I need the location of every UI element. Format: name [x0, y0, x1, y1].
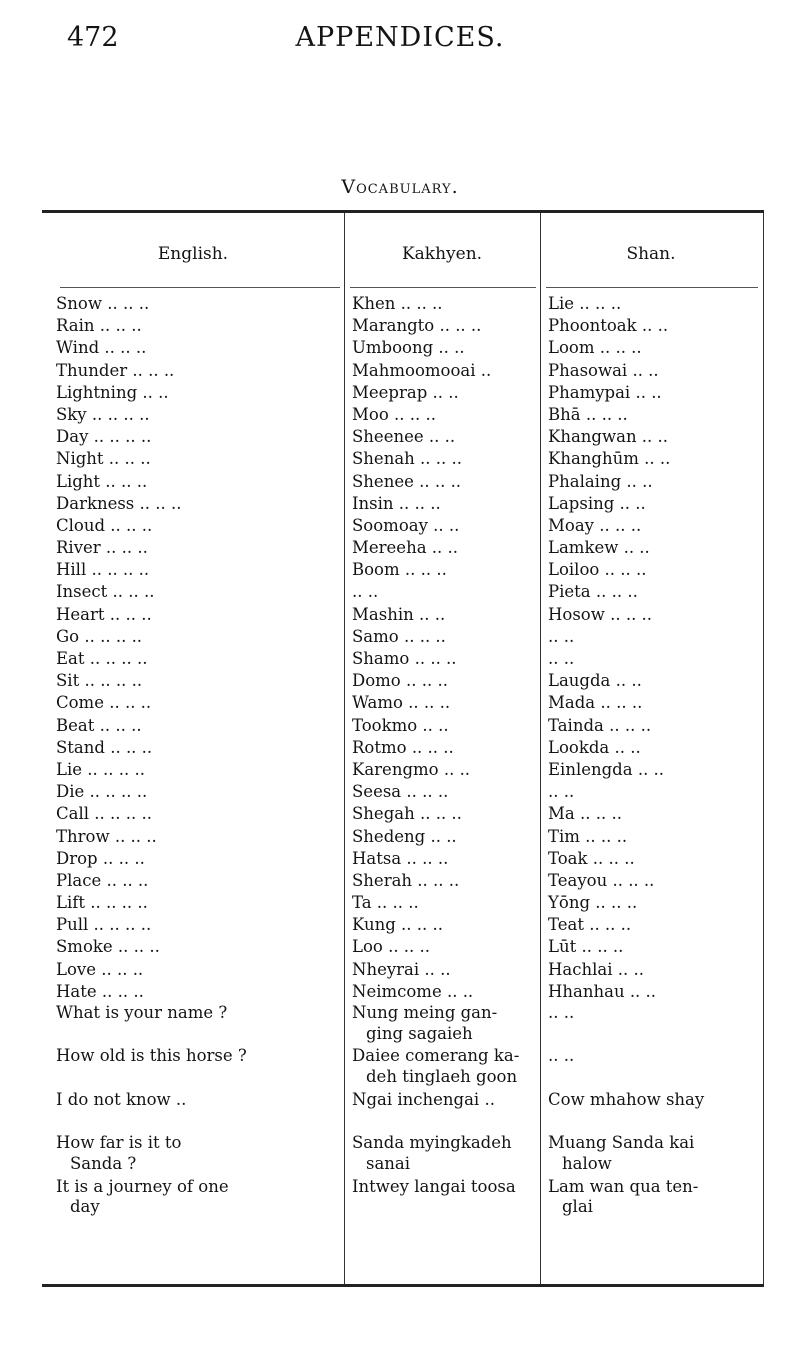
kakhyen-term: Hatsa .. .. ..	[352, 848, 449, 868]
shan-term: Lapsing .. ..	[548, 493, 646, 513]
table-row	[0, 404, 800, 426]
kakhyen-term: Loo .. .. ..	[352, 937, 431, 957]
header-rule	[60, 287, 340, 288]
table-row	[0, 537, 800, 559]
vocabulary-table-body	[0, 293, 800, 1220]
english-term: Thunder .. .. ..	[56, 360, 175, 380]
shan-term: Toak .. .. ..	[548, 848, 635, 868]
kakhyen-term: Marangto .. .. ..	[352, 316, 482, 336]
kakhyen-phrase-line: Intwey langai toosa	[352, 1176, 516, 1196]
kakhyen-phrase	[352, 1177, 534, 1198]
table-row	[0, 426, 800, 448]
english-term: Day .. .. .. ..	[56, 427, 152, 447]
kakhyen-term: Moo .. .. ..	[352, 404, 436, 424]
kakhyen-phrase-line: Daiee comerang ka-	[352, 1046, 520, 1066]
shan-term: Moay .. .. ..	[548, 515, 642, 535]
table-row	[0, 515, 800, 537]
english-term: Place .. .. ..	[56, 870, 149, 890]
shan-term: Phasowai .. ..	[548, 360, 659, 380]
table-row	[0, 914, 800, 936]
kakhyen-phrase-line: Ngai inchengai ..	[352, 1089, 495, 1109]
english-phrase	[56, 1090, 336, 1111]
english-term: Lift .. .. .. ..	[56, 893, 148, 913]
english-term: Drop .. .. ..	[56, 848, 145, 868]
shan-term: Khanghūm .. ..	[548, 449, 671, 469]
shan-term: Lūt .. .. ..	[548, 937, 624, 957]
shan-term: Phamypai .. ..	[548, 382, 662, 402]
shan-phrase	[548, 1046, 754, 1067]
kakhyen-term: Mereeha .. ..	[352, 538, 459, 558]
shan-term: Yōng .. .. ..	[548, 893, 638, 913]
table-row	[0, 692, 800, 714]
shan-term: Phalaing .. ..	[548, 471, 653, 491]
kakhyen-term: Shegah .. .. ..	[352, 804, 462, 824]
table-row	[0, 493, 800, 515]
shan-term: Phoontoak .. ..	[548, 316, 669, 336]
kakhyen-term: Samo .. .. ..	[352, 626, 446, 646]
english-term: Darkness .. .. ..	[56, 493, 182, 513]
english-term: Eat .. .. .. ..	[56, 649, 148, 668]
page-title: Vocabulary.	[341, 176, 459, 198]
kakhyen-term: Tookmo .. ..	[352, 715, 449, 735]
table-row	[0, 826, 800, 848]
english-term: Rain .. .. ..	[56, 316, 142, 336]
english-term: Stand .. .. ..	[56, 737, 153, 757]
phrase-row	[0, 1003, 800, 1046]
english-term: Hate .. .. ..	[56, 981, 144, 1001]
kakhyen-term: Soomoay .. ..	[352, 515, 460, 535]
shan-term: Tainda .. .. ..	[548, 715, 652, 735]
shan-term: .. ..	[548, 626, 575, 646]
kakhyen-phrase	[352, 1003, 534, 1044]
shan-term: Hachlai .. ..	[548, 959, 644, 979]
english-term: Wind .. .. ..	[56, 338, 147, 358]
header-rule	[546, 287, 758, 288]
kakhyen-term: Umboong .. ..	[352, 338, 465, 358]
shan-term: Loom .. .. ..	[548, 338, 642, 358]
table-row	[0, 648, 800, 670]
shan-term: Teayou .. .. ..	[548, 870, 655, 890]
header-kakhyen: Kakhyen.	[401, 244, 483, 264]
table-row	[0, 848, 800, 870]
table-row	[0, 360, 800, 382]
kakhyen-term: Rotmo .. .. ..	[352, 737, 454, 757]
english-term: Lie .. .. .. ..	[56, 759, 145, 779]
english-phrase	[56, 1046, 336, 1067]
kakhyen-phrase	[352, 1046, 534, 1087]
english-term: Die .. .. .. ..	[56, 782, 148, 802]
english-term: Night .. .. ..	[56, 449, 151, 469]
shan-phrase-line: Cow mhahow shay	[548, 1089, 705, 1109]
kakhyen-term: Neimcome .. ..	[352, 981, 474, 1001]
shan-term: Lie .. .. ..	[548, 294, 622, 313]
english-phrase-line: I do not know ..	[56, 1089, 187, 1109]
table-row	[0, 670, 800, 692]
english-term: Throw .. .. ..	[56, 826, 157, 846]
shan-term: Pieta .. .. ..	[548, 582, 638, 602]
english-term: Light .. .. ..	[56, 471, 148, 491]
table-row	[0, 337, 800, 359]
english-term: Cloud .. .. ..	[56, 515, 153, 535]
phrase-row	[0, 1046, 800, 1089]
kakhyen-term: Karengmo .. ..	[352, 759, 471, 779]
kakhyen-term: .. ..	[352, 582, 379, 602]
page-number: 472	[67, 22, 119, 53]
kakhyen-phrase	[352, 1090, 534, 1111]
table-row	[0, 737, 800, 759]
phrase-row	[0, 1133, 800, 1176]
kakhyen-term: Seesa .. .. ..	[352, 782, 449, 802]
shan-term: Einlengda .. ..	[548, 759, 665, 779]
kakhyen-phrase-line: Sanda myingkadeh	[352, 1133, 512, 1153]
english-term: Smoke .. .. ..	[56, 937, 160, 957]
english-phrase-line: How old is this horse ?	[56, 1046, 247, 1066]
english-term: River .. .. ..	[56, 538, 148, 558]
running-head: APPENDICES.	[295, 22, 505, 53]
kakhyen-term: Ta .. .. ..	[352, 893, 419, 913]
english-term: Love .. .. ..	[56, 959, 144, 979]
table-row	[0, 781, 800, 803]
shan-term: Ma .. .. ..	[548, 804, 622, 824]
kakhyen-term: Shenee .. .. ..	[352, 471, 462, 491]
shan-term: Laugda .. ..	[548, 671, 642, 691]
kakhyen-term: Sheenee .. ..	[352, 427, 456, 447]
header-shan: Shan.	[626, 244, 676, 264]
english-term: Go .. .. .. ..	[56, 626, 143, 646]
shan-phrase	[548, 1177, 754, 1218]
english-phrase-line: How far is it to	[56, 1133, 182, 1153]
english-phrase-line: What is your name ?	[56, 1003, 228, 1022]
kakhyen-term: Khen .. .. ..	[352, 294, 443, 313]
shan-term: Hosow .. .. ..	[548, 604, 653, 624]
kakhyen-term: Mahmoomooai ..	[352, 360, 492, 380]
shan-phrase-line: Muang Sanda kai	[548, 1133, 695, 1153]
shan-term: Khangwan .. ..	[548, 427, 669, 447]
shan-phrase-line: glai	[562, 1197, 593, 1217]
english-term: Lightning .. ..	[56, 382, 169, 402]
english-term: Hill .. .. .. ..	[56, 560, 150, 580]
table-row	[0, 471, 800, 493]
english-term: Beat .. .. ..	[56, 715, 142, 735]
table-row	[0, 604, 800, 626]
english-term: Call .. .. .. ..	[56, 804, 152, 824]
kakhyen-term: Nheyrai .. ..	[352, 959, 451, 979]
kakhyen-phrase-line: Nung meing gan-	[352, 1003, 498, 1022]
table-row	[0, 448, 800, 470]
shan-phrase-line: Lam wan qua ten-	[548, 1176, 699, 1196]
phrase-row	[0, 1177, 800, 1220]
english-term: Pull .. .. .. ..	[56, 915, 152, 935]
table-top-rule	[42, 210, 764, 213]
table-row	[0, 315, 800, 337]
table-row	[0, 293, 800, 315]
shan-term: Loiloo .. .. ..	[548, 560, 647, 580]
shan-term: .. ..	[548, 782, 575, 802]
table-row	[0, 892, 800, 914]
shan-term: Lookda .. ..	[548, 737, 641, 757]
table-row	[0, 870, 800, 892]
table-row	[0, 959, 800, 981]
table-bottom-rule	[42, 1284, 764, 1287]
english-term: Insect .. .. ..	[56, 582, 155, 602]
shan-term: Tim .. .. ..	[548, 826, 628, 846]
table-row	[0, 759, 800, 781]
shan-phrase	[548, 1133, 754, 1174]
shan-term: Bhā .. .. ..	[548, 404, 628, 424]
kakhyen-term: Meeprap .. ..	[352, 382, 459, 402]
table-row	[0, 382, 800, 404]
kakhyen-phrase-line: sanai	[366, 1153, 411, 1173]
english-term: Come .. .. ..	[56, 693, 152, 713]
english-phrase-line: Sanda ?	[70, 1153, 137, 1173]
english-term: Snow .. .. ..	[56, 294, 150, 313]
header-english: English.	[157, 244, 229, 264]
shan-phrase-line: .. ..	[548, 1003, 575, 1022]
phrase-row	[0, 1090, 800, 1133]
english-phrase-line: It is a journey of one	[56, 1176, 229, 1196]
kakhyen-term: Kung .. .. ..	[352, 915, 443, 935]
table-row	[0, 559, 800, 581]
english-phrase	[56, 1133, 336, 1174]
english-phrase	[56, 1003, 336, 1024]
kakhyen-term: Insin .. .. ..	[352, 493, 441, 513]
kakhyen-term: Shedeng .. ..	[352, 826, 457, 846]
english-term: Sky .. .. .. ..	[56, 404, 150, 424]
shan-term: Lamkew .. ..	[548, 538, 650, 558]
header-rule	[350, 287, 536, 288]
kakhyen-term: Sherah .. .. ..	[352, 870, 460, 890]
kakhyen-term: Wamo .. .. ..	[352, 693, 451, 713]
shan-term: .. ..	[548, 649, 575, 668]
table-row	[0, 715, 800, 737]
english-phrase-line: day	[70, 1197, 100, 1217]
shan-phrase-line: .. ..	[548, 1046, 575, 1066]
kakhyen-phrase	[352, 1133, 534, 1174]
table-row	[0, 936, 800, 958]
kakhyen-term: Domo .. .. ..	[352, 671, 448, 691]
kakhyen-term: Mashin .. ..	[352, 604, 446, 624]
shan-term: Teat .. .. ..	[548, 915, 632, 935]
kakhyen-term: Boom .. .. ..	[352, 560, 447, 580]
kakhyen-term: Shamo .. .. ..	[352, 649, 457, 668]
table-row	[0, 981, 800, 1003]
kakhyen-phrase-line: ging sagaieh	[366, 1023, 473, 1043]
kakhyen-phrase-line: deh tinglaeh goon	[366, 1066, 518, 1086]
kakhyen-term: Shenah .. .. ..	[352, 449, 462, 469]
shan-phrase-line: halow	[562, 1153, 612, 1173]
table-row	[0, 626, 800, 648]
shan-term: Mada .. .. ..	[548, 693, 643, 713]
table-row	[0, 803, 800, 825]
english-term: Heart .. .. ..	[56, 604, 152, 624]
english-phrase	[56, 1177, 336, 1218]
shan-phrase	[548, 1003, 754, 1024]
english-term: Sit .. .. .. ..	[56, 671, 143, 691]
shan-term: Hhanhau .. ..	[548, 981, 657, 1001]
shan-phrase	[548, 1090, 754, 1111]
table-row	[0, 581, 800, 603]
